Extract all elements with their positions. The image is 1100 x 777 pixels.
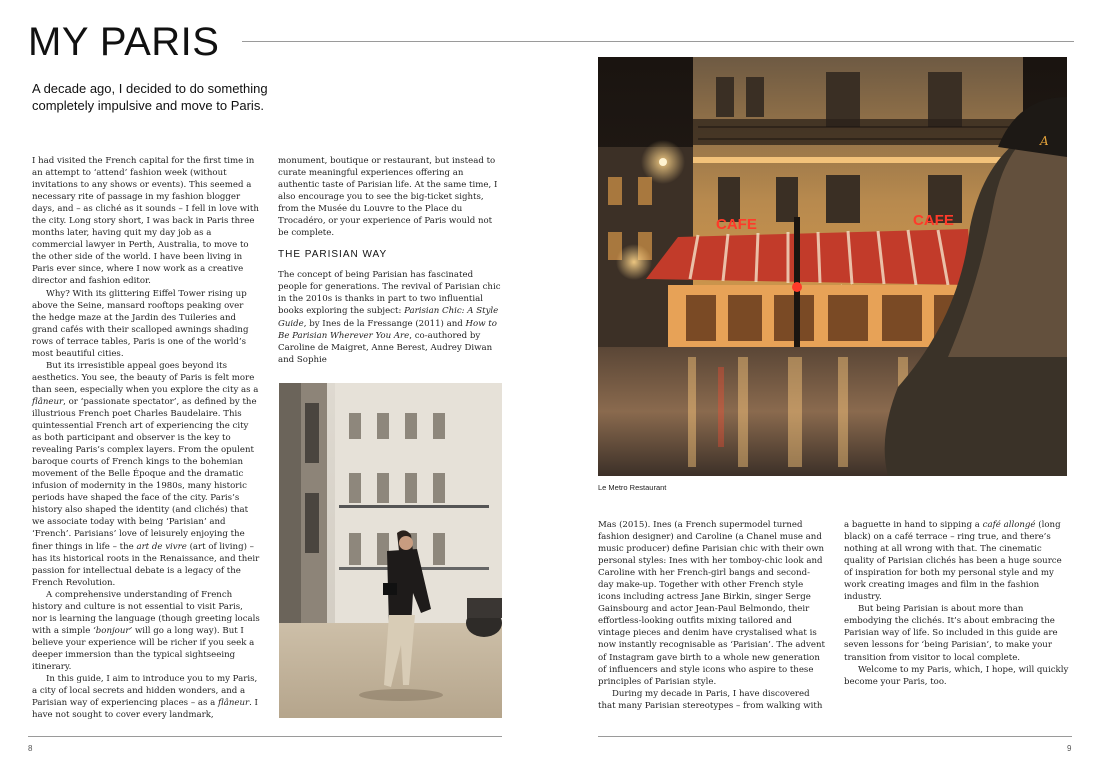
body-paragraph bbox=[32, 288, 260, 360]
right-footer-rule bbox=[598, 736, 1072, 737]
italic-text: café allongé bbox=[982, 520, 1036, 530]
text-run: , by Ines de la Fressange (2011) and bbox=[303, 318, 466, 329]
text-run: Welcome to my Paris, which, I hope, will quickly become your Paris, too. bbox=[844, 664, 1069, 687]
body-paragraph bbox=[32, 155, 260, 288]
left-column-1 bbox=[32, 155, 260, 721]
street-photo-image bbox=[279, 383, 502, 718]
intro-text: A decade ago, I decided to do something completely impulsive and move to Paris. bbox=[32, 81, 268, 113]
section-heading bbox=[278, 249, 504, 261]
text-run: (art of living) – has its historical roots in the Renaissance, and their passion for intellectual debate is a legacy of the French Revolution. bbox=[32, 541, 260, 588]
text-run: But its irresistible appeal goes beyond its aesthetics. You see, the beauty of Paris is felt more than seen, especially when you explore the city as a bbox=[32, 360, 259, 395]
text-run: But being Parisian is about more than embodying the clichés. It’s about embracing the Parisian way of life. So included in this guide are seven lessons for ‘being Parisian’, to make your transition from visitor to local complete. bbox=[844, 604, 1058, 663]
italic-text: How to Be Parisian Wherever You Are bbox=[278, 318, 497, 341]
cafe-photo bbox=[598, 57, 1067, 476]
body-paragraph bbox=[844, 603, 1070, 663]
body-paragraph bbox=[844, 519, 1070, 603]
body-paragraph bbox=[598, 519, 825, 688]
body-paragraph bbox=[598, 688, 825, 712]
right-column-2 bbox=[844, 519, 1070, 688]
cafe-sign-left: CAFE bbox=[716, 216, 757, 233]
page-number-right: 9 bbox=[1067, 744, 1072, 753]
text-run: During my decade in Paris, I have discovered that many Parisian stereotypes – from walking with bbox=[598, 688, 823, 711]
text-run: a baguette in hand to sipping a bbox=[844, 520, 983, 530]
body-paragraph bbox=[278, 269, 504, 365]
body-paragraph bbox=[278, 155, 504, 239]
text-run: , or ‘passionate spectator’, as defined by the illustrious French poet Charles Baudelaire. This quintessential French art of experiencing the city as both participant and observer is the key to revealing Paris’s complex layers. From the opulent baroque courts of French kings to the bohemian movement of the Belle Époque and the dramatic infusion of modernity in the 1980s, many historic periods have shaped the face of the city. Paris’s history also shaped the identity (and clichés) that we associate today with being ‘Parisian’ and ‘French’. Parisians’ love of leisurely enjoying the finer things in life – the bbox=[32, 396, 257, 552]
text-run: , co-authored by Caroline de Maigret, Anne Berest, Audrey Diwan and Sophie bbox=[278, 330, 493, 365]
cafe-sign-right: CAFE bbox=[913, 212, 954, 229]
text-run: The concept of being Parisian has fascinated people for generations. The revival of Parisian chic in the 2010s is thanks in part to two influential books exploring the subject: bbox=[278, 270, 501, 317]
text-run: . I have not sought to cover every landmark, bbox=[32, 698, 258, 721]
street-photo bbox=[279, 383, 502, 718]
left-column-2 bbox=[278, 155, 504, 366]
right-column-1 bbox=[598, 519, 825, 712]
svg-text:A: A bbox=[1040, 134, 1049, 148]
title-rule bbox=[242, 41, 1074, 42]
cafe-photo-image bbox=[598, 57, 1067, 476]
photo-caption: Le Metro Restaurant bbox=[598, 483, 667, 492]
text-run: monument, boutique or restaurant, but instead to curate meaningful experiences offering an authentic taste of Parisian life. At the same time, I also encourage you to see the big-ticket sights, from the Musée du Louvre to the Place du Trocadéro, or your experience of Paris would not be complete. bbox=[278, 156, 498, 239]
page-number-left: 8 bbox=[28, 744, 33, 753]
body-paragraph bbox=[844, 664, 1070, 688]
text-run: Why? With its glittering Eiffel Tower rising up above the Seine, mansard rooftops peaking over the hedge maze at the Jardin des Tuileries and grand cafés with their scalloped awnings shading rows of terrace tables, Paris is one of the world’s most beautiful cities. bbox=[32, 288, 249, 359]
italic-text: flâneur bbox=[217, 698, 250, 709]
left-footer-rule bbox=[28, 736, 502, 737]
text-run: will go a long way). But I believe your experience will be richer if you seek a deeper immersion than the typical sightseeing itinerary. bbox=[32, 625, 255, 672]
body-paragraph bbox=[32, 673, 260, 721]
text-run: THE PARISIAN WAY bbox=[278, 249, 388, 261]
text-run: I had visited the French capital for the first time in an attempt to ‘attend’ fashion week (without invitations to any shows or events). This seemed a necessary rite of passage in my fashion blogger days, and – as cliché as it sounds – I fell in love with the city. Long story short, I was back in Paris three months later, having quit my day job as a commercial lawyer in Perth, Australia, to move to the other side of the world. I have been living in Paris ever since, where I now work as a creative director and fashion editor. bbox=[32, 156, 259, 287]
italic-text: art de vivre bbox=[136, 541, 187, 552]
italic-text: ‘bonjour’ bbox=[93, 625, 133, 636]
page-title: MY PARIS bbox=[28, 20, 220, 64]
text-run: (long black) on a café terrace – ring true, and there’s nothing at all wrong with that. The cinematic quality of Parisian clichés has been a huge source of inspiration for both my personal style and my work creating images and film in the fashion industry. bbox=[844, 520, 1062, 603]
body-paragraph bbox=[32, 360, 260, 589]
italic-text: flâneur bbox=[32, 396, 64, 407]
text-run: A comprehensive understanding of French history and culture is not essential to visit Paris, nor is learning the language (though greeting locals with a simple bbox=[32, 589, 260, 636]
italic-text: Parisian Chic: A Style Guide bbox=[278, 306, 499, 329]
body-paragraph bbox=[32, 589, 260, 673]
text-run: Mas (2015). Ines (a French supermodel turned fashion designer) and Caroline (a Chanel muse and music producer) define Parisian chic with their own personal styles: Ines with her tomboy-chic look and Caroline with her French-girl bangs and second-day make-up. Together with other French style icons including actress Jane Birkin, singer Serge Gainsbourg and actor Jean-Paul Belmondo, their effortless-looking outfits mixing tailored and vintage pieces and denim have crystalised what is now instantly recognisable as ‘Parisian’. The advent of Instagram gave birth to a whole new generation of influencers and style icons who aspire to these principles of Parisian style. bbox=[598, 520, 825, 687]
text-run: In this guide, I aim to introduce you to my Paris, a city of local secrets and hidden wonders, and a Parisian way of experiencing places – as a bbox=[32, 674, 258, 709]
